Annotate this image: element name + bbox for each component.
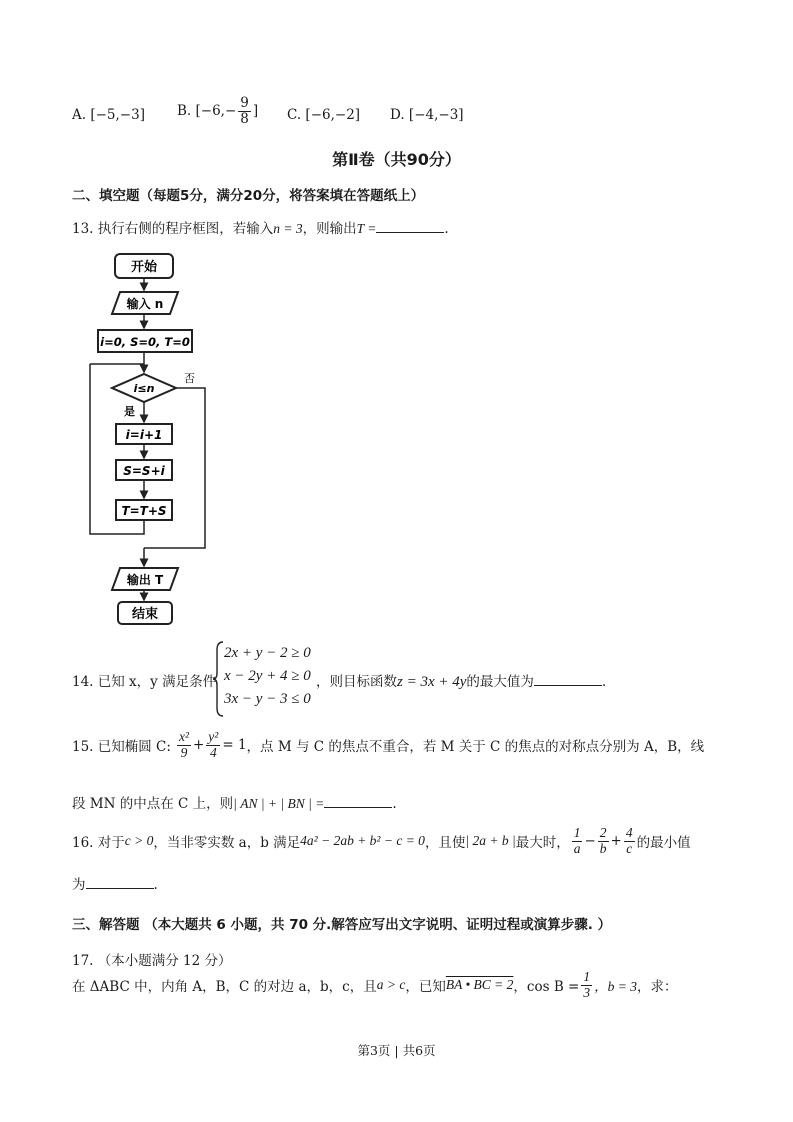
q16-line1 [72, 826, 691, 857]
q17-cos-den: 3 [583, 984, 591, 1000]
q15-frac-x [177, 730, 191, 761]
q16-line2 [72, 873, 158, 893]
q16-frac-3 [624, 826, 635, 857]
q16-prefix: 16. 对于 [72, 835, 125, 852]
q15-line1 [72, 730, 704, 761]
section2-heading: 二、填空题（每题5分，满分20分，将答案填在答题纸上） [72, 188, 425, 204]
q14-rest [316, 670, 606, 691]
q15-x-num: x² [178, 729, 189, 744]
q17-condition: a > c [376, 977, 406, 993]
q17-line [72, 970, 677, 1001]
q12-option-c: C. [−6,−2] [287, 107, 361, 123]
flowchart-decision-label: i≤n [133, 382, 155, 395]
q13-text [72, 217, 449, 237]
flowchart-output-label: 输出 T [126, 573, 164, 587]
q17-text: 在 ΔABC 中，内角 A，B，C 的对边 a，b，c，且 [72, 979, 377, 996]
q12-option-d: D. [−4,−3] [390, 107, 464, 123]
flowchart-yes-label: 是 [124, 405, 135, 418]
flowchart-step2-label: S=S+i [123, 464, 165, 478]
q16-absolute: | 2a + b | [465, 833, 516, 849]
q14-answer-blank[interactable] [534, 671, 602, 686]
q12-b-numerator: 9 [240, 95, 249, 111]
q16-end: . [153, 877, 158, 893]
q16-text2: ，且使 [424, 835, 466, 852]
q12-option-b-prefix: B. [−6,− [177, 102, 237, 119]
q17-b: ，b = 3 [594, 979, 637, 995]
q13-answer-blank[interactable] [376, 218, 444, 233]
q15-end: . [392, 796, 397, 812]
q12-option-b-suffix: ] [252, 102, 259, 119]
q17-title: 17. （本小题满分 12 分） [72, 953, 232, 969]
q17-dot-product: BA • BC = 2 [445, 977, 514, 993]
flowchart [80, 248, 230, 632]
q14-suffix: 的最大值为 [466, 674, 534, 690]
q15-answer-blank[interactable] [324, 793, 392, 808]
q16-equation: 4a² − 2ab + b² − c = 0 [300, 833, 425, 849]
q16-text3: 最大时， [515, 835, 570, 852]
q14-brace [212, 640, 224, 718]
q13-prefix: 13. 执行右侧的程序框图，若输入 [72, 221, 274, 237]
q12-b-denominator: 8 [240, 110, 249, 127]
flowchart-start-label: 开始 [130, 260, 158, 275]
q17-cos-num: 1 [583, 969, 591, 984]
q16-f1-den: a [573, 840, 581, 856]
q17-end: ，求： [636, 979, 678, 996]
q15-y-num: y² [208, 729, 219, 744]
q17-cos-frac [581, 970, 592, 1001]
q12-option-b [177, 96, 258, 127]
q15-x-den: 9 [180, 744, 188, 760]
q17-cos: ，cos B = [513, 979, 580, 996]
q15-frac-y [206, 730, 220, 761]
flowchart-input-label: 输入 n [126, 297, 164, 311]
q13-condition: n = 3 [273, 221, 303, 236]
q15-eq: = 1 [222, 737, 247, 754]
q16-suffix: 的最小值 [636, 835, 691, 852]
q16-line2-text: 为 [72, 877, 86, 893]
q14-constraint-3: 3x − y − 3 ≤ 0 [224, 691, 311, 707]
q15-prefix: 15. 已知椭圆 C: [72, 739, 171, 756]
q17-text2: ，已知 [405, 979, 446, 996]
q15-text: ，点 M 与 C 的焦点不重合，若 M 关于 C 的焦点的对称点分别为 A，B，线 [246, 739, 705, 756]
q16-f2-den: b [599, 840, 607, 856]
flowchart-end-label: 结束 [131, 607, 159, 622]
q15-plus: + [192, 737, 205, 754]
q14-end: . [601, 674, 607, 690]
q14-middle: ，则目标函数 [316, 674, 397, 690]
q16-f1-num: 1 [573, 825, 581, 840]
page-footer: 第3页 | 共6页 [357, 1043, 436, 1058]
q16-answer-blank[interactable] [86, 874, 154, 889]
flowchart-no-label: 否 [184, 372, 195, 385]
q16-text: ，当非零实数 a，b 满足 [153, 835, 301, 852]
q14-constraint-1: 2x + y − 2 ≥ 0 [224, 645, 311, 661]
q16-op-plus: + [610, 833, 622, 850]
q16-op-minus: − [584, 833, 596, 850]
q14-objective: z = 3x + 4y [397, 674, 467, 690]
flowchart-step1-label: i=i+1 [125, 428, 163, 442]
section3-heading: 三、解答题 （本大题共 6 小题，共 70 分.解答应写出文字说明、证明过程或演算步骤. ） [72, 917, 612, 933]
part2-title: 第Ⅱ卷（共90分） [332, 150, 461, 169]
q15-line2 [72, 792, 397, 812]
q14-constraint-2: x − 2y + 4 ≥ 0 [224, 668, 311, 684]
q12-option-b-fraction [238, 96, 251, 127]
flowchart-step3-label: T=T+S [121, 504, 167, 518]
q16-f3-den: c [626, 840, 633, 856]
q15-y-den: 4 [209, 744, 217, 760]
q14-prefix: 14. 已知 x，y 满足条件 [72, 674, 217, 690]
q16-frac-2 [598, 826, 609, 857]
q15-line2-text: 段 MN 的中点在 C 上，则 [72, 796, 234, 812]
q12-option-a: A. [−5,−3] [72, 107, 145, 123]
q13-middle: ，则输出 [302, 221, 357, 237]
q13-end: . [444, 221, 449, 237]
q15-expression: | AN | + | BN | = [233, 796, 325, 811]
q16-frac-1 [572, 826, 583, 857]
q16-f2-num: 2 [599, 825, 607, 840]
q16-condition: c > 0 [124, 833, 154, 849]
flowchart-init-label: i=0, S=0, T=0 [100, 335, 190, 349]
q13-output-var: T = [356, 221, 377, 236]
q16-f3-num: 4 [625, 825, 633, 840]
